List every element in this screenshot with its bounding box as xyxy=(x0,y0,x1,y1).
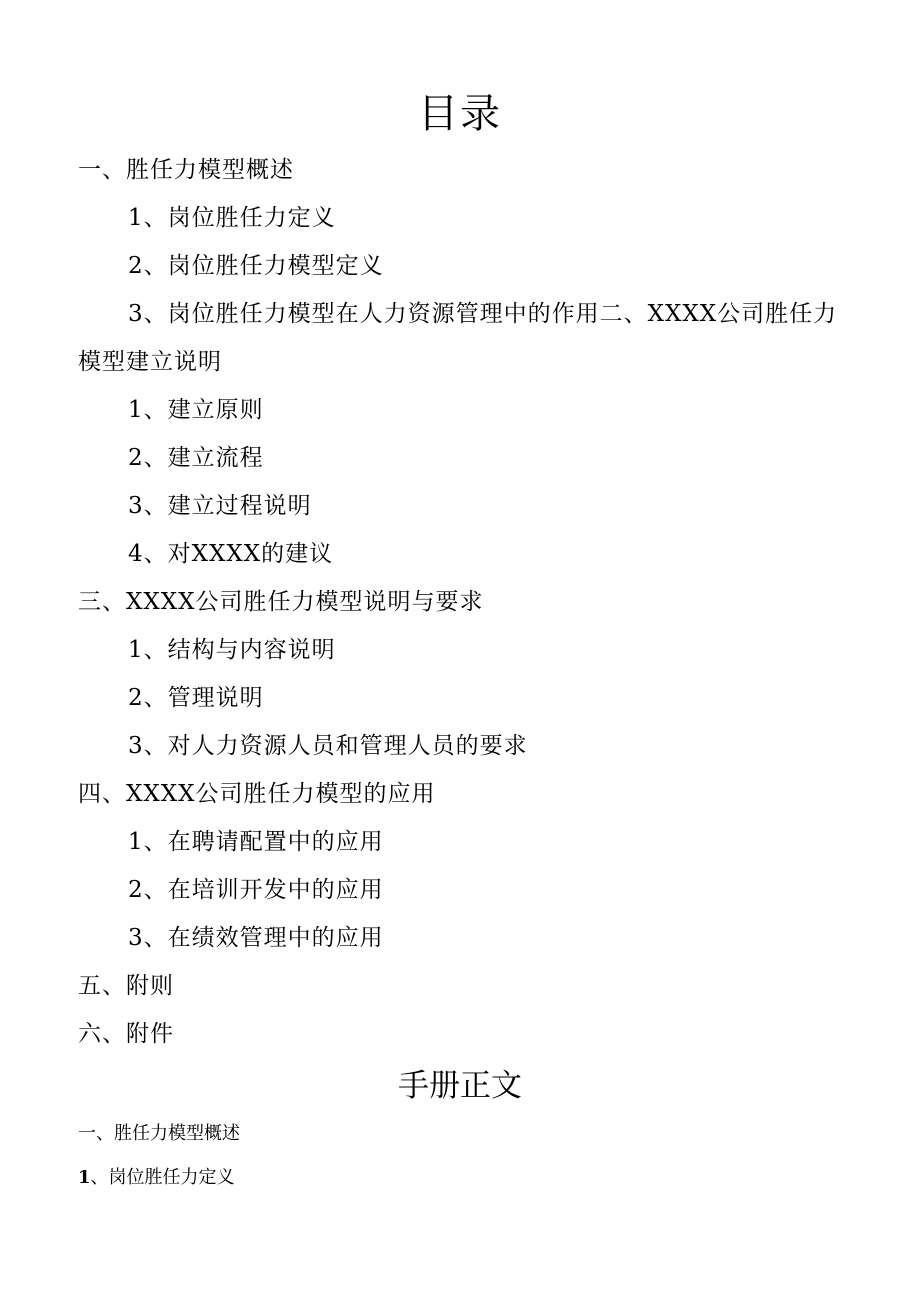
toc-item-1-3: 3、岗位胜任力模型在人力资源管理中的作用二、XXXX公司胜任力 xyxy=(128,301,838,327)
subsection-heading xyxy=(78,1165,235,1191)
toc-item-1-2: 2、岗位胜任力模型定义 xyxy=(128,253,384,279)
toc-item-4-1: 1、在聘请配置中的应用 xyxy=(128,829,384,855)
toc-item-chapter-4: 四、XXXX公司胜任力模型的应用 xyxy=(78,781,436,807)
toc-item-2-1: 1、建立原则 xyxy=(128,397,264,423)
toc-item-4-3: 3、在绩效管理中的应用 xyxy=(128,925,384,951)
toc-item-1-1: 1、岗位胜任力定义 xyxy=(128,205,336,231)
toc-title: 目录 xyxy=(418,91,502,137)
toc-item-chapter-3: 三、XXXX公司胜任力模型说明与要求 xyxy=(78,589,484,615)
toc-item-2-4: 4、对XXXX的建议 xyxy=(128,541,334,567)
toc-item-2-2: 2、建立流程 xyxy=(128,445,264,471)
toc-item-3-3: 3、对人力资源人员和管理人员的要求 xyxy=(128,733,528,759)
toc-item-chapter-2-continued: 模型建立说明 xyxy=(78,349,222,375)
manual-title: 手册正文 xyxy=(398,1068,522,1104)
toc-item-3-1: 1、结构与内容说明 xyxy=(128,637,336,663)
section-heading: 一、胜任力模型概述 xyxy=(78,1123,240,1144)
toc-item-3-2: 2、管理说明 xyxy=(128,685,264,711)
subsection-number: 1 xyxy=(78,1167,91,1188)
toc-item-chapter-1: 一、胜任力模型概述 xyxy=(78,157,294,183)
toc-item-4-2: 2、在培训开发中的应用 xyxy=(128,877,384,903)
toc-item-chapter-6: 六、附件 xyxy=(78,1021,174,1047)
toc-item-2-3: 3、建立过程说明 xyxy=(128,493,312,519)
toc-item-chapter-5: 五、附则 xyxy=(78,973,174,999)
subsection-text: 、岗位胜任力定义 xyxy=(90,1167,235,1188)
